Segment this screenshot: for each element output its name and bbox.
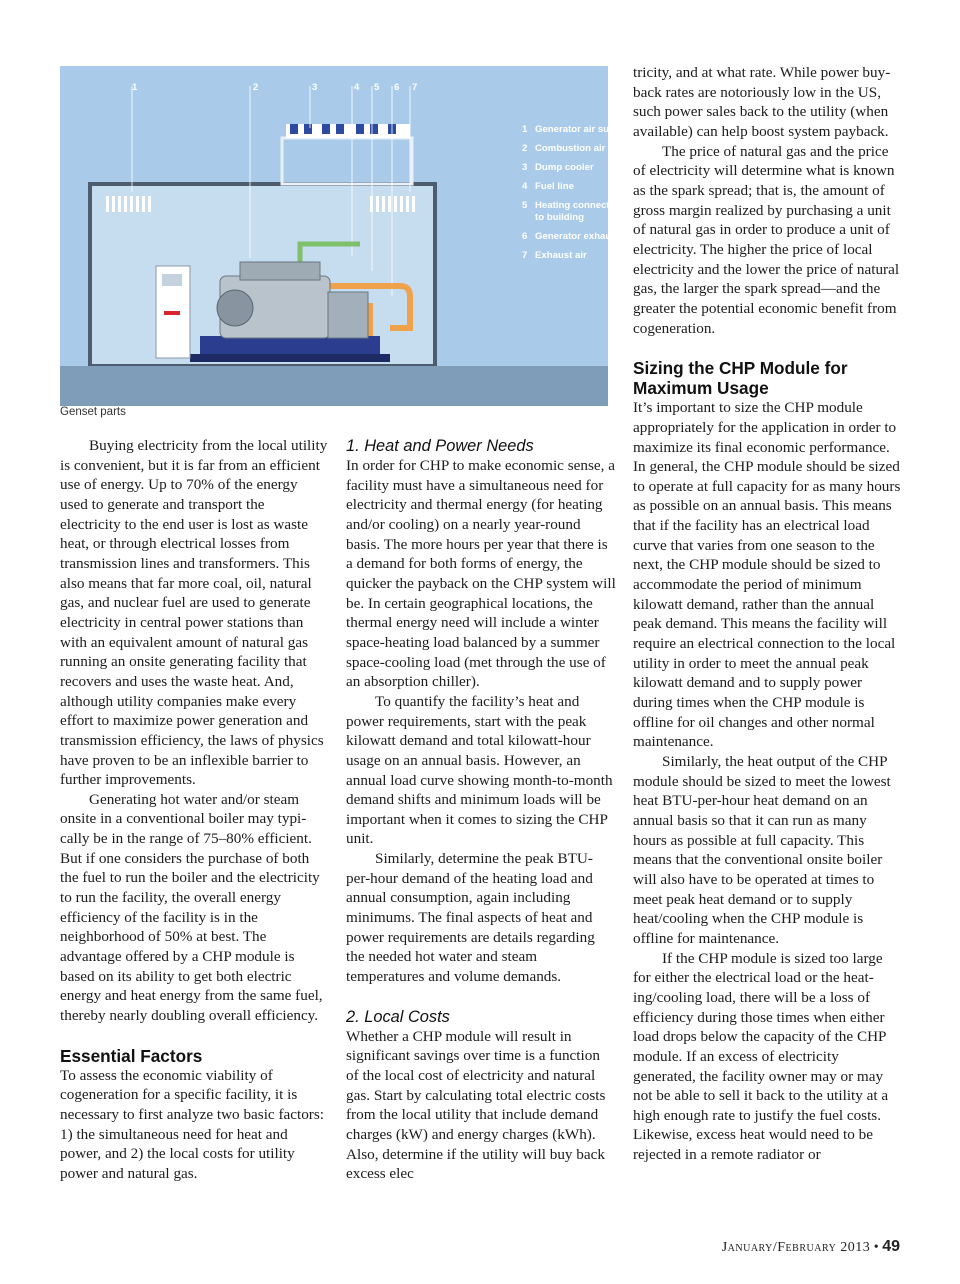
paragraph: tricity, and at what rate. While power buy-back rates are notoriously low in the US, such power sales back to the utility (when available) can help boost system payback. bbox=[633, 64, 891, 140]
flywheel bbox=[217, 290, 253, 326]
generator bbox=[328, 292, 368, 338]
floor bbox=[60, 366, 608, 406]
paragraph: If the CHP module is sized too large for either the electrical load or the heating/cooling load, there will be a loss of efficiency during those times when either load drops below the capacity of the CHP module. If an excess of electricity generated, the facility owner may or may not be able to sell it back to the utility at a high enough rate to justify the fuel costs. Likewise, excess heat would need to be rejected in a remote radiator or bbox=[633, 949, 889, 1164]
paragraph: To quantify the facility’s heat and power requirements, start with the peak kilowatt demand and total kilowatt-hour usage on an annual basis. However, an annual load curve showing month-to-month demand shifts and minimum loads will be important when it comes to sizing the CHP unit. bbox=[346, 692, 613, 848]
figure-number-4: 4 bbox=[354, 82, 360, 93]
section-heading: Essential Factors bbox=[60, 1045, 203, 1066]
figure-number-7: 7 bbox=[412, 82, 418, 93]
legend-item: 7 Exhaust air bbox=[522, 250, 587, 261]
paragraph: To assess the economic viability of cogeneration for a specific facility, it is necessary to first analyze two basic factors: 1) the simultaneous need for heat and power, and 2) the local costs for utility power and natural gas. bbox=[60, 1066, 324, 1182]
paragraph: The price of natural gas and the price of electricity will determine what is known as the spark spread; that is, the amount of gross margin realized by purchasing a unit of natural gas in order to produce a unit of electricity. The higher the price of local electricity and the lower the price of natural gas, the larger the spark spread—and the greater the potential economic benefit from cogeneration. bbox=[633, 142, 900, 337]
figure-caption: Genset parts bbox=[60, 406, 126, 418]
figure-number-5: 5 bbox=[374, 82, 380, 93]
paragraph: It’s important to size the CHP module appropriately for the application in order to maximize its final economic performance. In general, the CHP module should be sized to operate at full capacity for as many hours as possible on an annual basis. This means that if the facility has an electrical load curve that varies from one season to the next, the CHP module should be sized to accommodate the period of minimum kilowatt demand, rather than the annual peak demand. This means the facility will require an electrical connection to the local utility in order to meet the annual peak kilowatt demand and to supply power during times when the CHP module is offline for oil changes and other normal maintenance. bbox=[633, 399, 901, 751]
paragraph: Buying electricity from the local utility is convenient, but it is far from an efficient use of energy. Up to 70% of the energy used to generate and transport the electricity to the end user is lost as waste heat, or through electrical losses from transmission lines and transformers. This also means that far more coal, oil, natural gas, and nuclear fuel are used to generate electricity in central power stations than with an equivalent amount of natural gas running an onsite generating facility that recovers and uses the waste heat. And, although utility companies make every effort to maximize power generation and transmission efficiency, the laws of physics have proven to be an inflexible barrier to further improvements. bbox=[60, 437, 328, 789]
paragraph: In order for CHP to make economic sense, a facility must have a simultaneous need for electricity and thermal energy (for heating and/or cooling) on a nearly year-round basis. The more hours per year that there is a demand for both forms of energy, the quicker the payback on the CHP system will be. In certain geographical locations, the thermal energy need will include a winter space-heating load balanced by a summer space-cooling load (met through the use of an absorption chiller). bbox=[346, 457, 616, 691]
legend-item: 4 Fuel line bbox=[522, 181, 574, 192]
legend-item: 3 Dump cooler bbox=[522, 162, 594, 173]
figure-number-2: 2 bbox=[253, 82, 259, 93]
paragraph: Similarly, determine the peak BTU-per-hour demand of the heating load and annual consumption, again including minimums. The final aspects of heat and power requirements are details regarding the needed hot water and steam temperatures and volume demands. bbox=[346, 850, 595, 986]
column-1 bbox=[60, 436, 328, 1184]
section-heading: Sizing the CHP Module for Maximum Usage bbox=[633, 358, 848, 399]
footer-bullet: • bbox=[873, 1240, 879, 1255]
paragraph: Generating hot water and/or steam onsite in a conventional boiler may typically be in the range of 75–80% efficient. But if one considers the purchase of both the fuel to run the boiler and the electricity to run the facility, the overall energy efficiency of the facility is in the neighborhood of 50% at best. The advantage offered by a CHP module is based on its ability to get both electric energy and heat energy from the same fuel, thereby nearly doubling overall efficiency. bbox=[60, 790, 323, 1025]
issue-date: January/February 2013 bbox=[721, 1240, 871, 1255]
subheading: 2. Local Costs bbox=[346, 1007, 450, 1026]
genset-figure bbox=[60, 66, 639, 406]
control-screen bbox=[162, 274, 182, 286]
page-number: 49 bbox=[882, 1238, 900, 1255]
paragraph: Whether a CHP module will result in significant savings over time is a function of the local cost of electricity and natural gas. Start by calculating total electric costs from the local utility that include demand charges (kW) and energy charges (kWh). Also, determine if the utility will buy back excess elec bbox=[346, 1027, 606, 1183]
column-2 bbox=[346, 436, 616, 1184]
engine-base bbox=[200, 336, 380, 356]
dump-cooler-frame bbox=[282, 138, 412, 184]
legend-item: 5 Heating connection to building bbox=[522, 200, 625, 223]
paragraph: Similarly, the heat output of the CHP module should be sized to meet the lowest heat BTU-per-hour heat demand on an annual basis so that it can run as many hours as possible at full capacity. This means that the conventional onsite boiler will also have to be operated at times to meet peak heat demand or to supply heat/cooling when the CHP module is offline for maintenance. bbox=[633, 753, 891, 947]
control-logo bbox=[164, 311, 180, 315]
page-footer bbox=[722, 1238, 900, 1256]
legend-item: 1 Generator air supply bbox=[522, 124, 629, 135]
figure-number-6: 6 bbox=[394, 82, 400, 93]
figure-number-1: 1 bbox=[132, 82, 138, 93]
base-skid bbox=[190, 354, 390, 362]
engine-head bbox=[240, 262, 320, 280]
figure-number-3: 3 bbox=[312, 82, 318, 93]
subheading: 1. Heat and Power Needs bbox=[346, 437, 534, 455]
legend-item: 2 Combustion air supply bbox=[522, 143, 639, 154]
legend-item: 6 Generator exhaust bbox=[522, 231, 620, 242]
column-3 bbox=[633, 63, 903, 1165]
